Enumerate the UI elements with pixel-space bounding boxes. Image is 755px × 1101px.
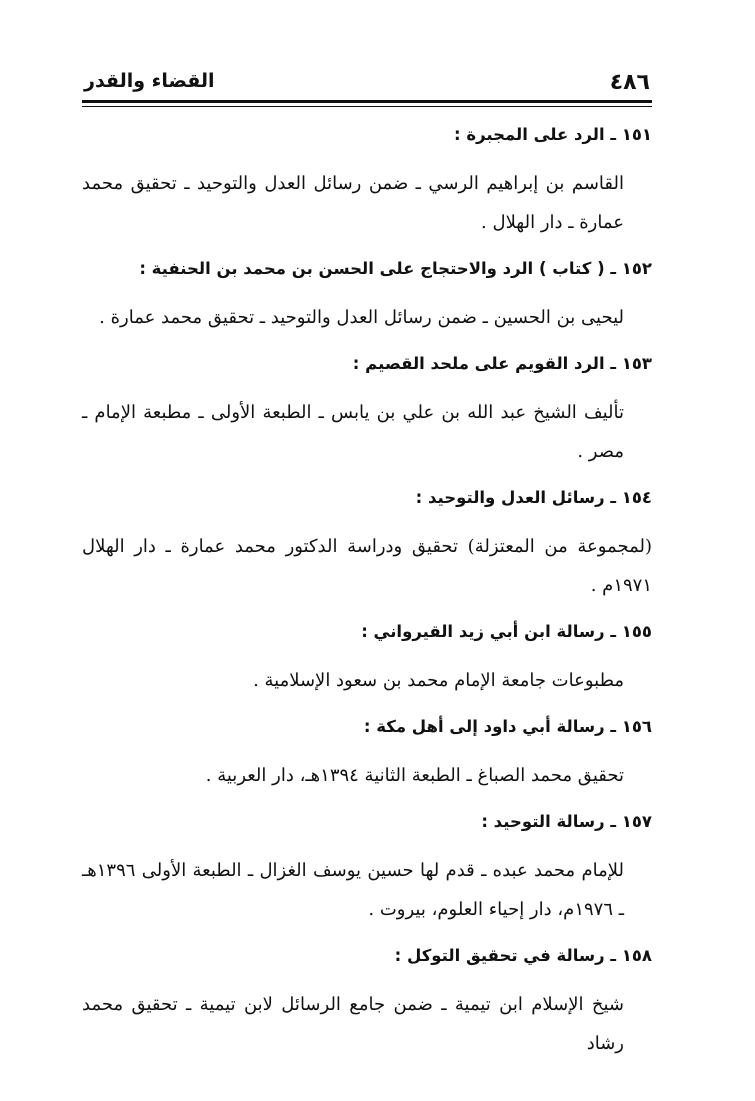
bibliography-entry — [82, 257, 652, 337]
entry-heading — [82, 257, 652, 281]
entry-heading — [82, 620, 652, 644]
entry-title: ـ ( كتاب ) الرد والاحتجاج على الحسن بن محمد بن الحنفية : — [139, 259, 617, 278]
entry-title: ـ رسالة في تحقيق التوكل : — [394, 946, 617, 965]
entry-number: ١٥٨ — [621, 946, 652, 965]
entry-title: ـ الرد القويم على ملحد القصيم : — [352, 354, 617, 373]
header-rule-thin — [82, 106, 652, 107]
bibliography-list — [82, 123, 652, 1063]
entry-heading — [82, 352, 652, 376]
entry-number: ١٥٦ — [621, 717, 652, 736]
bibliography-entry — [82, 810, 652, 929]
entry-heading — [82, 810, 652, 834]
entry-number: ١٥٢ — [621, 259, 652, 278]
entry-number: ١٥٧ — [621, 812, 652, 831]
entry-title: ـ الرد على المجبرة : — [453, 125, 617, 144]
entry-heading — [82, 486, 652, 510]
bibliography-entry — [82, 352, 652, 471]
entry-heading — [82, 715, 652, 739]
entry-number: ١٥٥ — [621, 622, 652, 641]
page-number: ٤٨٦ — [609, 70, 650, 95]
entry-body: شيخ الإسلام ابن تيمية ـ ضمن جامع الرسائل لابن تيمية ـ تحقيق محمد رشاد — [82, 994, 624, 1054]
page-header — [82, 68, 652, 100]
entry-heading — [82, 123, 652, 147]
entry-body: مطبوعات جامعة الإمام محمد بن سعود الإسلامية . — [253, 670, 624, 691]
bibliography-entry — [82, 620, 652, 700]
header-rule-thick — [82, 100, 652, 103]
bibliography-entry — [82, 123, 652, 242]
entry-heading — [82, 944, 652, 968]
entry-title: ـ رسالة ابن أبي زيد القيرواني : — [361, 622, 617, 641]
entry-body: تحقيق محمد الصباغ ـ الطبعة الثانية ١٣٩٤هـ، دار العربية . — [205, 765, 624, 786]
bibliography-entry — [82, 715, 652, 795]
entry-body: للإمام محمد عبده ـ قدم لها حسين يوسف الغزال ـ الطبعة الأولى ١٣٩٦هـ ـ ١٩٧٦م، دار إحياء العلوم، بيروت . — [82, 860, 624, 920]
header-rule — [82, 100, 652, 107]
entry-body: تأليف الشيخ عبد الله بن علي بن يابس ـ الطبعة الأولى ـ مطبعة الإمام ـ مصر . — [82, 402, 624, 462]
entry-title: ـ رسالة التوحيد : — [481, 812, 617, 831]
entry-body: (لمجموعة من المعتزلة) تحقيق ودراسة الدكتور محمد عمارة ـ دار الهلال ١٩٧١م . — [82, 536, 652, 596]
entry-title: ـ رسائل العدل والتوحيد : — [415, 488, 617, 507]
bibliography-entry — [82, 944, 652, 1063]
entry-body: ليحيى بن الحسين ـ ضمن رسائل العدل والتوحيد ـ تحقيق محمد عمارة . — [99, 307, 624, 328]
entry-number: ١٥٣ — [621, 354, 652, 373]
entry-title: ـ رسالة أبي داود إلى أهل مكة : — [363, 717, 617, 736]
entry-number: ١٥٤ — [621, 488, 652, 507]
book-page — [82, 68, 652, 1078]
bibliography-entry — [82, 486, 652, 605]
entry-body: القاسم بن إبراهيم الرسي ـ ضمن رسائل العدل والتوحيد ـ تحقيق محمد عمارة ـ دار الهلال . — [82, 173, 624, 233]
entry-number: ١٥١ — [621, 125, 652, 144]
running-title: القضاء والقدر — [84, 70, 215, 92]
